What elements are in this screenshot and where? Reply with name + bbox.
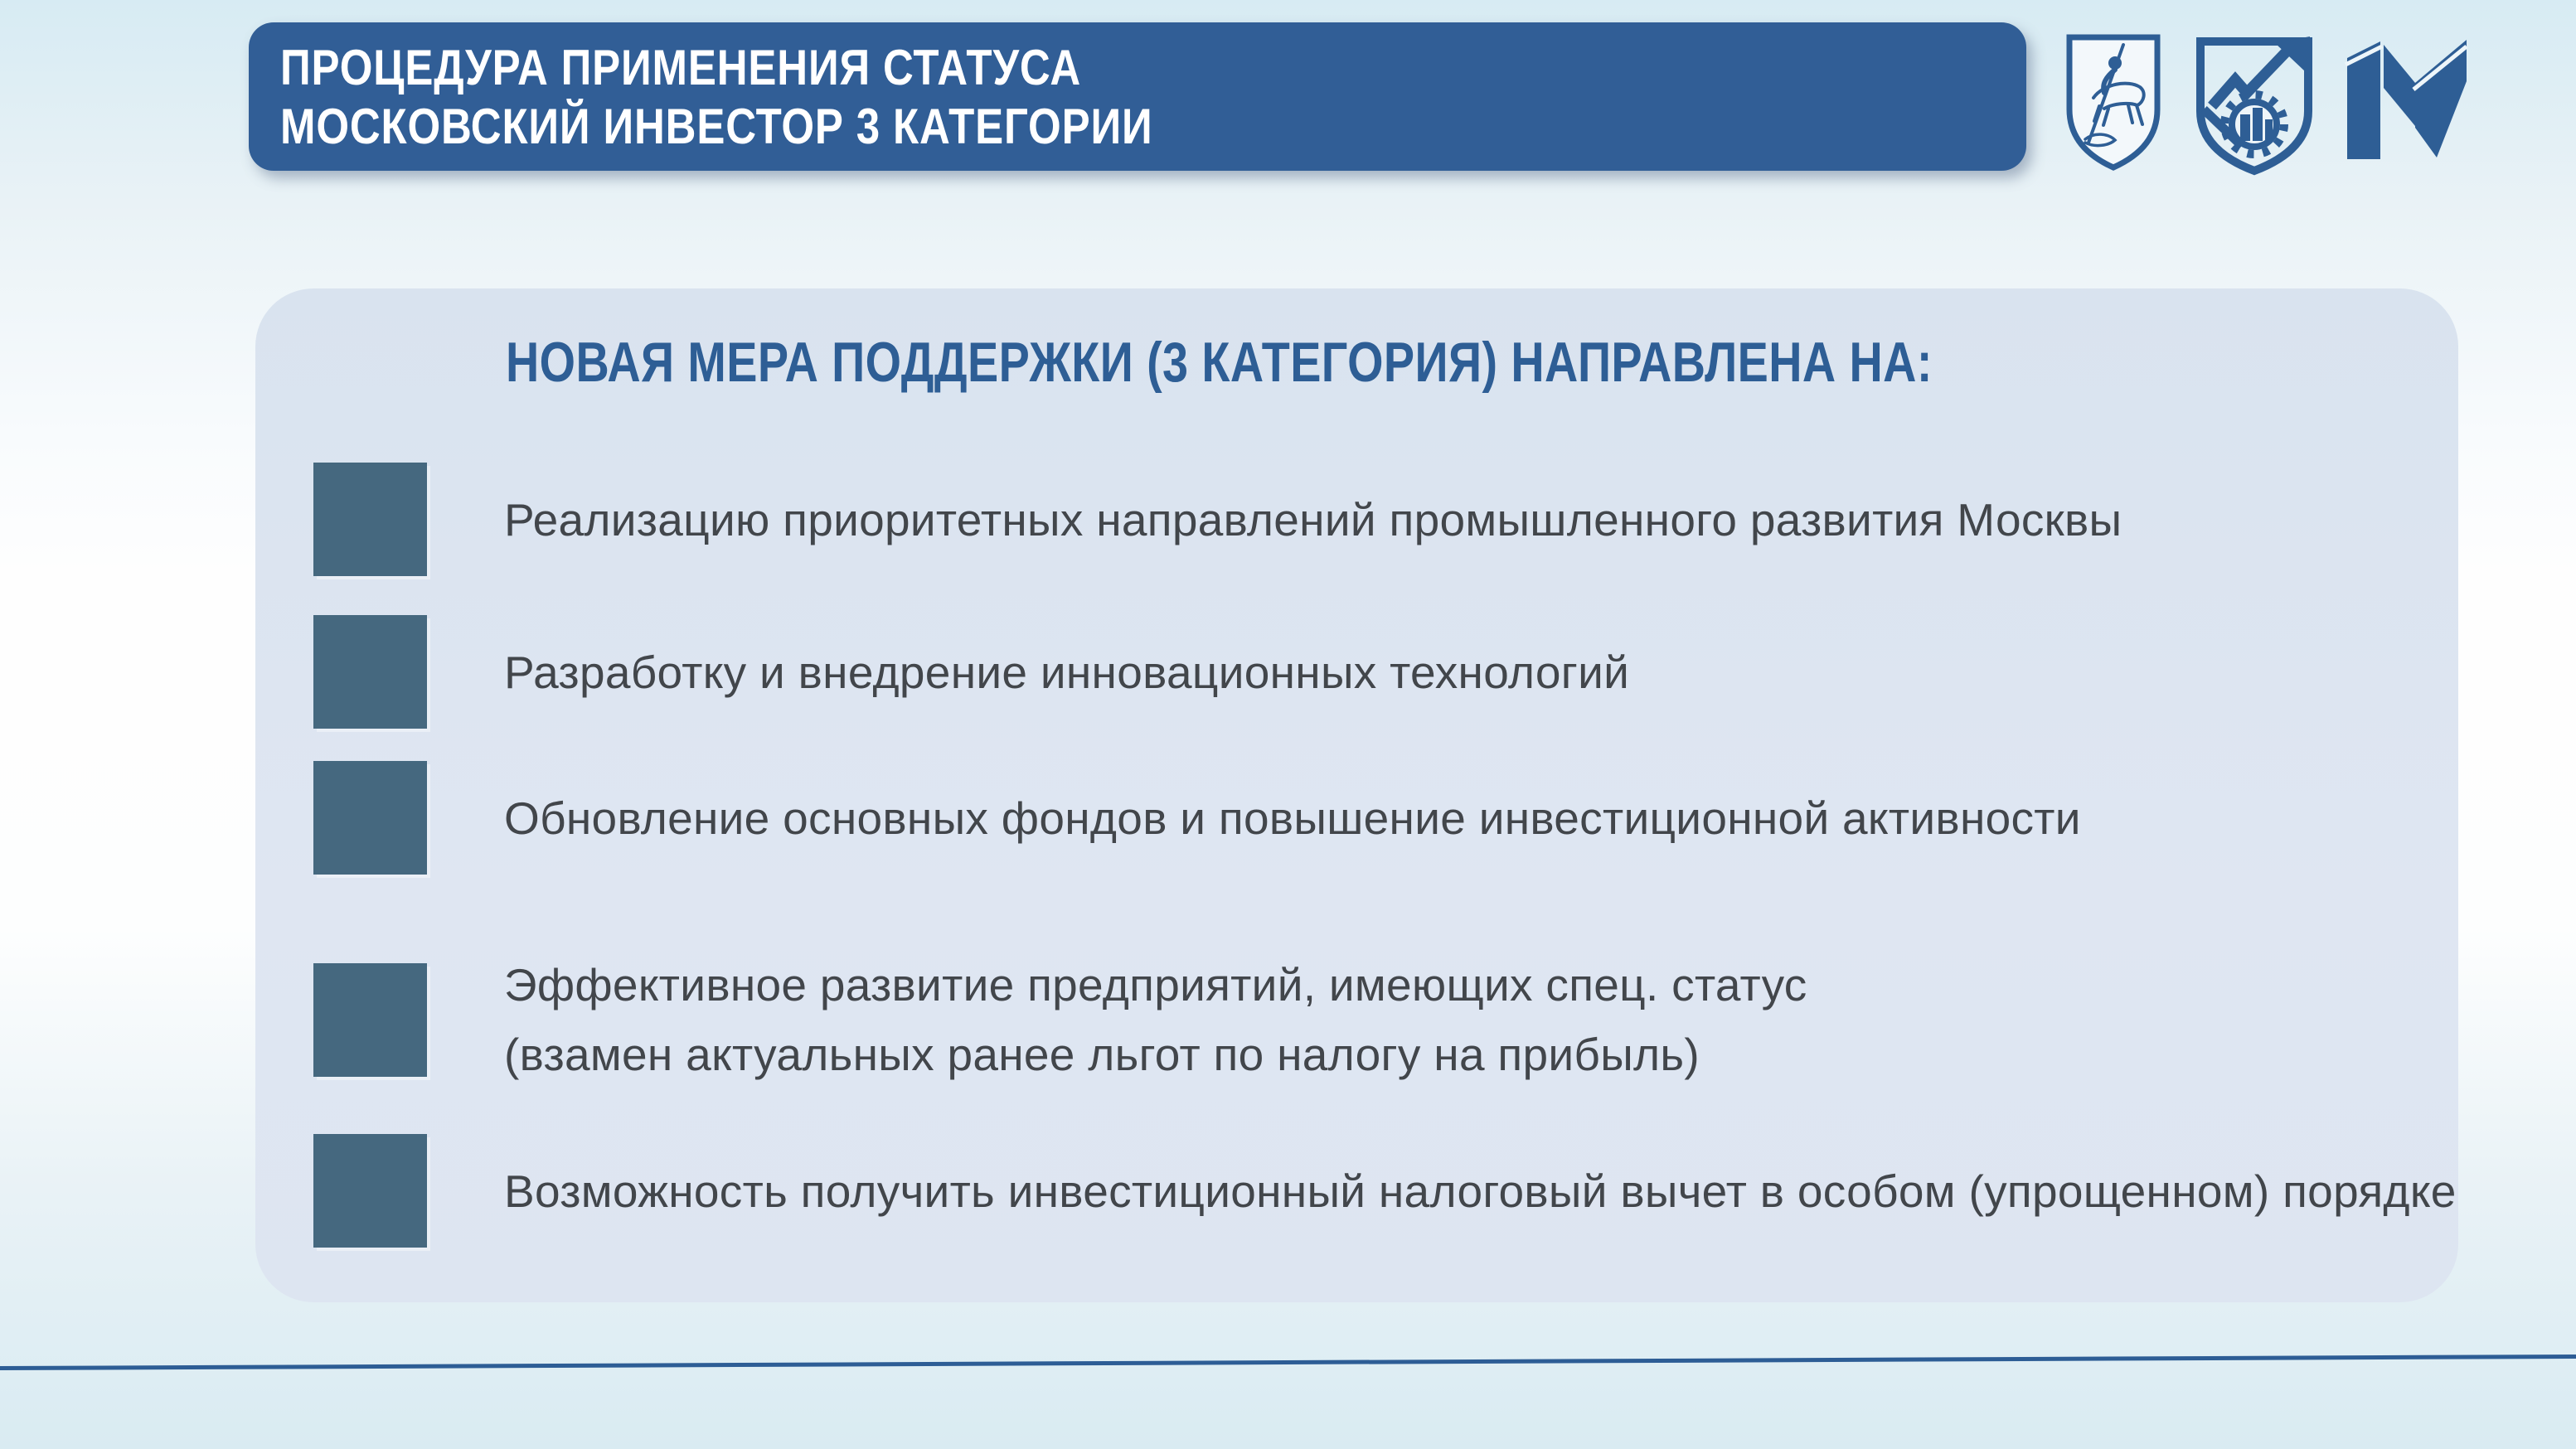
list-item-text: Реализацию приоритетных направлений промышленного развития Москвы <box>504 493 2122 545</box>
bullet-square <box>313 615 427 729</box>
list-item-text-line-1: Эффективное развитие предприятий, имеющих спец. статус <box>504 959 1807 1010</box>
list-item <box>313 615 1629 729</box>
content-panel <box>255 288 2458 1302</box>
slide-title-line-1: ПРОЦЕДУРА ПРИМЕНЕНИЯ СТАТУСА <box>280 39 1082 95</box>
header-bar <box>249 22 2026 171</box>
list-item-text: Возможность получить инвестиционный налоговый вычет в особом (упрощенном) порядке <box>504 1165 2457 1217</box>
m-ribbon-logo-icon <box>2344 32 2470 164</box>
panel-heading: НОВАЯ МЕРА ПОДДЕРЖКИ (3 КАТЕГОРИЯ) НАПРАВЛЕНА НА: <box>506 331 1933 394</box>
bullet-square <box>313 463 427 576</box>
list-item <box>313 463 2122 576</box>
bullet-square <box>313 761 427 875</box>
bullet-square <box>313 1134 427 1248</box>
list-item <box>313 1134 2457 1248</box>
footer-divider <box>0 1354 2576 1370</box>
list-item-text <box>504 950 1807 1089</box>
bullet-square <box>313 963 427 1077</box>
list-item-text: Разработку и внедрение инновационных технологий <box>504 646 1630 698</box>
slide-title-line-2: МОСКОВСКИЙ ИНВЕСТОР 3 КАТЕГОРИИ <box>280 98 1153 154</box>
list-item <box>313 761 2081 875</box>
industry-shield-gear-arrow-icon <box>2192 32 2316 182</box>
logo-group <box>2062 32 2470 182</box>
list-item <box>313 950 1807 1089</box>
moscow-coat-of-arms-icon <box>2062 32 2165 176</box>
list-item-text: Обновление основных фондов и повышение инвестиционной активности <box>504 792 2081 844</box>
list-item-text-line-2: (взамен актуальных ранее льгот по налогу на прибыль) <box>504 1029 1700 1080</box>
